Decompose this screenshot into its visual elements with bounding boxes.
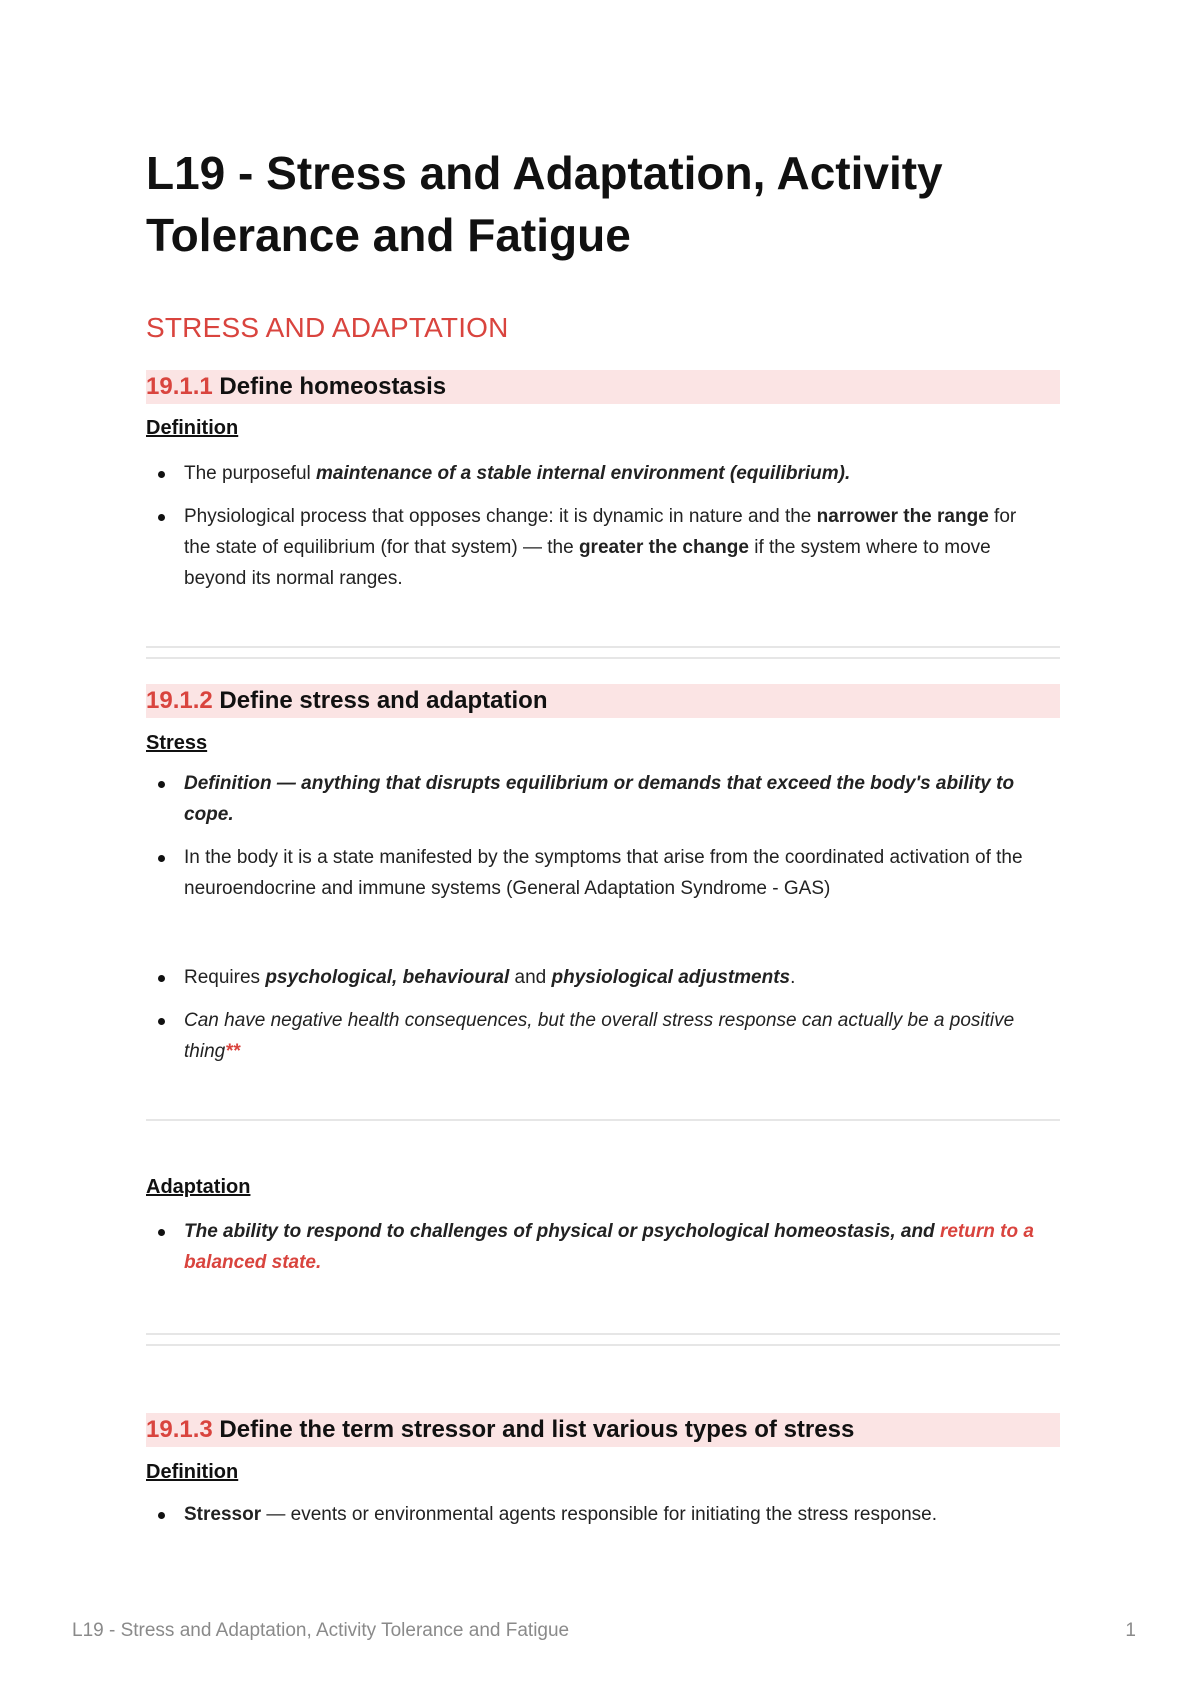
emphasis-text: physiological adjustments — [551, 967, 791, 988]
list-item — [146, 1216, 1046, 1278]
heading-number: 19.1.2 — [146, 687, 213, 714]
heading-19-1-3 — [146, 1413, 1060, 1447]
bold-text: Stressor — [184, 1504, 262, 1525]
divider — [146, 1344, 1060, 1346]
text: — events or environmental agents responsible for initiating the stress response. — [261, 1504, 938, 1525]
bullet-list — [146, 962, 1046, 1067]
list-item — [146, 1005, 1046, 1067]
highlight-text: return to a balanced state. — [184, 1221, 1034, 1273]
text: . — [790, 967, 796, 988]
document-title: L19 - Stress and Adaptation, Activity Tolerance and Fatigue — [146, 147, 943, 261]
list-item — [146, 1499, 1046, 1530]
emphasis-text: Definition — anything that disrupts equilibrium or demands that exceed the body's ability to cope. — [184, 773, 1015, 825]
bold-text: greater the change — [578, 537, 749, 558]
heading-number: 19.1.3 — [146, 1416, 213, 1443]
emphasis-text: psychological, behavioural — [265, 967, 510, 988]
text: for the state of equilibrium (for that system) — the — [184, 506, 1017, 558]
bold-text: narrower the range — [816, 506, 989, 527]
text: Requires — [184, 967, 266, 988]
list-item — [146, 501, 1046, 594]
italic-text: Can have negative health consequences, but the overall stress response can actually be a positive thing — [184, 1010, 1015, 1062]
bullet-list — [146, 1216, 1046, 1278]
divider — [146, 657, 1060, 659]
text: and — [509, 967, 552, 988]
heading-number: 19.1.1 — [146, 373, 213, 400]
heading-19-1-2 — [146, 684, 1060, 718]
heading-text: Define stress and adaptation — [219, 687, 548, 714]
heading-text: Define the term stressor and list various types of stress — [219, 1416, 855, 1443]
list-item — [146, 458, 1046, 489]
list-item — [146, 842, 1046, 904]
subheading-definition: Definition — [146, 417, 239, 439]
list-item — [146, 768, 1046, 830]
emphasis-text: The ability to respond to challenges of physical or psychological homeostasis, and — [184, 1221, 940, 1242]
heading-text: Define homeostasis — [219, 373, 447, 400]
text: Physiological process that opposes change: it is dynamic in nature and the — [184, 506, 817, 527]
bullet-list — [146, 1499, 1046, 1530]
subheading-stress: Stress — [146, 732, 208, 754]
list-item — [146, 962, 1046, 993]
divider — [146, 1119, 1060, 1121]
emphasis-text: maintenance of a stable internal environment (equilibrium). — [316, 463, 851, 484]
section-title: STRESS AND ADAPTATION — [146, 312, 509, 343]
text: The purposeful — [184, 463, 317, 484]
highlight-mark: ** — [225, 1041, 240, 1062]
heading-19-1-1 — [146, 370, 1060, 404]
text: if the system where to move beyond its normal ranges. — [184, 537, 991, 589]
subheading-adaptation: Adaptation — [146, 1176, 251, 1198]
subheading-definition: Definition — [146, 1461, 239, 1483]
page-number: 1 — [1125, 1620, 1136, 1641]
divider — [146, 1333, 1060, 1335]
bullet-list — [146, 458, 1046, 594]
divider — [146, 646, 1060, 648]
text: In the body it is a state manifested by the symptoms that arise from the coordinated activation of the neuroendocrine and immune systems (General Adaptation Syndrome - GAS) — [184, 847, 1023, 899]
bullet-list — [146, 768, 1046, 904]
footer-title: L19 - Stress and Adaptation, Activity Tolerance and Fatigue — [72, 1620, 570, 1641]
